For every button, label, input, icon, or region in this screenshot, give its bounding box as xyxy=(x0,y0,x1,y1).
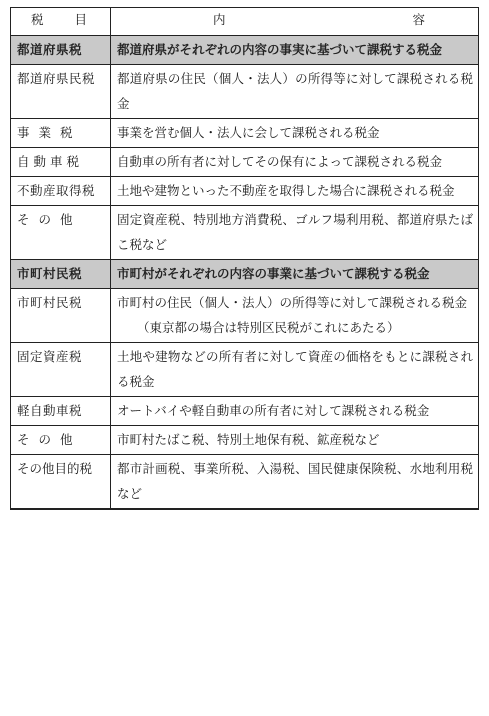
tax-description: 都道府県がそれぞれの内容の事実に基づいて課税する税金 xyxy=(111,36,479,65)
tax-description: 市町村たばこ税、特別土地保有税、鉱産税など xyxy=(111,426,479,455)
table-row xyxy=(11,177,479,206)
tax-name: 軽自動車税 xyxy=(11,397,111,426)
tax-name: 事業税 xyxy=(11,119,111,148)
tax-description: 都市計画税、事業所税、入湯税、国民健康保険税、水地利用税など xyxy=(111,455,479,510)
tax-description: 都道府県の住民（個人・法人）の所得等に対して課税される税金 xyxy=(111,65,479,119)
header-tax-name xyxy=(11,8,111,36)
table-row xyxy=(11,148,479,177)
table-row-category xyxy=(11,36,479,65)
tax-name: 不動産取得税 xyxy=(11,177,111,206)
tax-name: 自動車税 xyxy=(11,148,111,177)
table-row xyxy=(11,397,479,426)
tax-description: オートバイや軽自動車の所有者に対して課税される税金 xyxy=(111,397,479,426)
tax-name: 固定資産税 xyxy=(11,343,111,397)
tax-description: 土地や建物といった不動産を取得した場合に課税される税金 xyxy=(111,177,479,206)
tax-description: 土地や建物などの所有者に対して資産の価格をもとに課税される税金 xyxy=(111,343,479,397)
header-content-char: 内 xyxy=(213,12,226,27)
header-content xyxy=(111,8,479,36)
table-row xyxy=(11,426,479,455)
tax-name: 都道府県税 xyxy=(11,36,111,65)
tax-description-note: （東京都の場合は特別区民税がこれにあたる） xyxy=(137,320,400,335)
table-header-row xyxy=(11,8,479,36)
tax-name: その他目的税 xyxy=(11,455,111,510)
tax-description xyxy=(111,289,479,343)
header-name-char: 税 xyxy=(31,12,44,27)
table-row xyxy=(11,119,479,148)
tax-description: 市町村がそれぞれの内容の事業に基づいて課税する税金 xyxy=(111,260,479,289)
tax-name: 市町村民税 xyxy=(11,260,111,289)
tax-name: その他 xyxy=(11,426,111,455)
table-row xyxy=(11,289,479,343)
tax-description-text: 市町村の住民（個人・法人）の所得等に対して課税される税金 xyxy=(117,295,468,310)
tax-description: 事業を営む個人・法人に会して課税される税金 xyxy=(111,119,479,148)
table-row xyxy=(11,343,479,397)
header-name-char: 目 xyxy=(74,12,87,27)
tax-name: 都道府県民税 xyxy=(11,65,111,119)
table-row xyxy=(11,455,479,510)
tax-name: その他 xyxy=(11,206,111,260)
table-row xyxy=(11,206,479,260)
tax-description: 固定資産税、特別地方消費税、ゴルフ場利用税、都道府県たばこ税など xyxy=(111,206,479,260)
header-content-char: 容 xyxy=(412,12,425,27)
table-row xyxy=(11,65,479,119)
tax-description: 自動車の所有者に対してその保有によって課税される税金 xyxy=(111,148,479,177)
tax-table-document xyxy=(10,7,478,708)
tax-name: 市町村民税 xyxy=(11,289,111,343)
table-row-category xyxy=(11,260,479,289)
tax-table xyxy=(10,7,479,510)
